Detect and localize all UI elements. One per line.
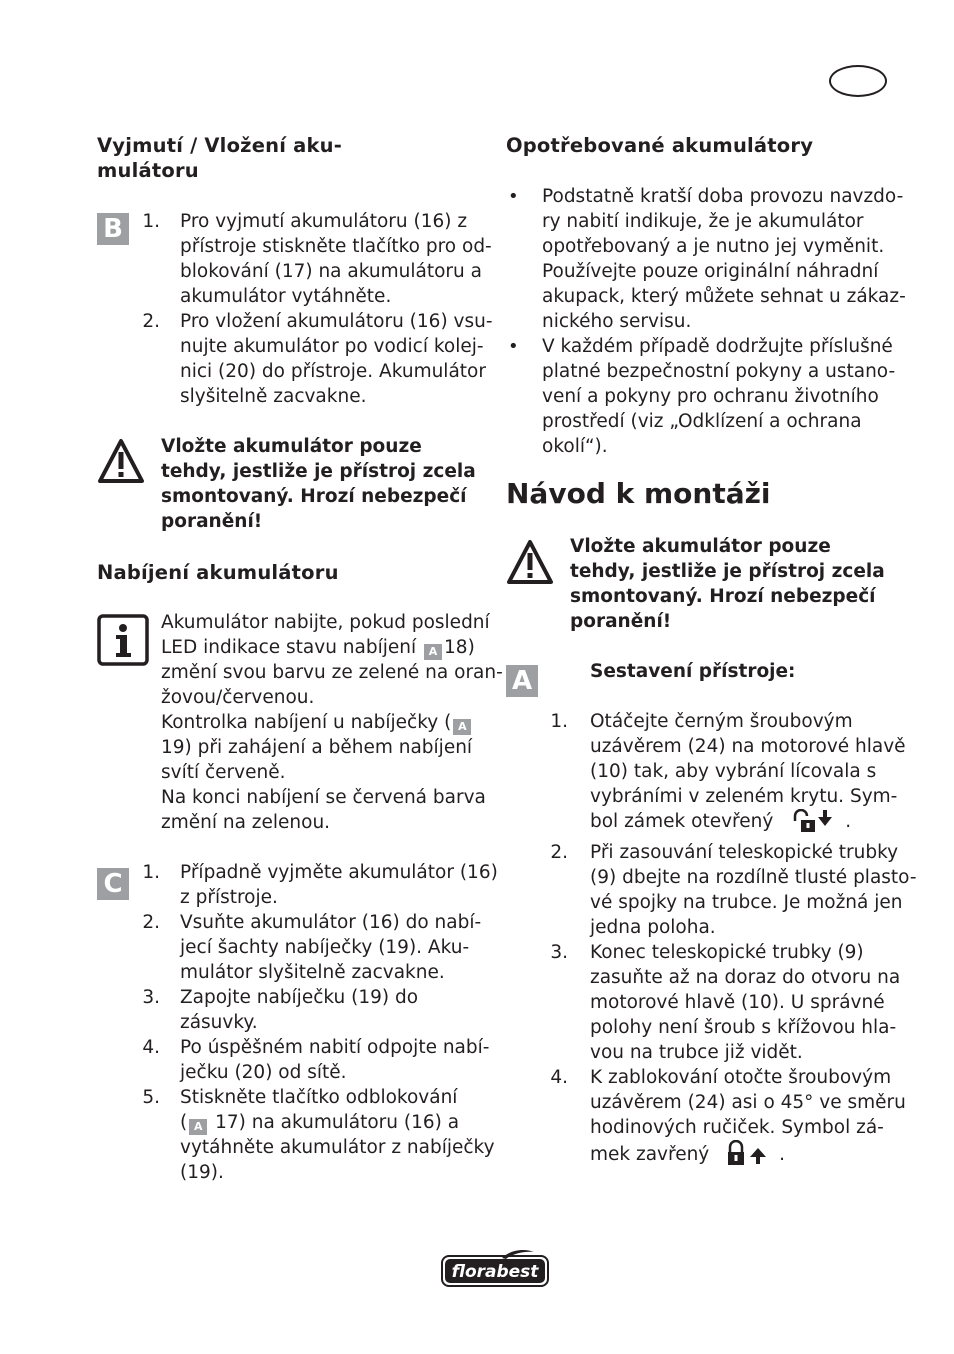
info-icon [97,614,149,670]
step-text: Pro vyjmutí akumulátoru (16) z [180,211,468,232]
step-text: Vsuňte akumulátor (16) do nabí- [180,912,482,933]
warning-line: Vložte akumulátor pouze [570,536,831,557]
step-text: motorové hlavě (10). U správné [590,992,885,1013]
bullet-text: okolí“). [542,436,608,457]
info-line: svítí červeně. [161,762,286,783]
step-text: vou na trubce již vidět. [590,1042,803,1063]
bullet-dot: • [508,186,519,207]
step-text: Případně vyjměte akumulátor (16) [180,862,498,883]
bullet-text: Podstatně kratší doba provozu navzdo- [542,186,904,207]
bullet-text: opotřebovaný a je nutno jej vyměnit. [542,236,885,257]
step-text: nujte akumulátor po vodicí kolej- [180,336,484,357]
figure-ref-badge-b: B [97,213,129,245]
bullet-item [506,334,906,459]
warning-text-left [161,434,476,534]
section-title-worn: Opotřebované akumulátory [506,134,814,157]
bullet-dot: • [508,336,519,357]
info-text-part: 18) [444,637,475,658]
step-number: 3. [142,987,160,1008]
step-number: 4. [142,1037,160,1058]
step-number: 1. [142,211,160,232]
warning-triangle-icon [506,538,554,590]
step-text-part: mek zavřený [590,1144,710,1165]
step-item [548,1065,908,1173]
assembly-heading: Návod k montáži [506,477,771,510]
warning-line: poranění! [570,611,672,632]
warning-line: smontovaný. Hrozí nebezpečí [161,486,467,507]
bullet-text: prostředí (viz „Odklízení a ochrana [542,411,862,432]
lock-closed-arrow-up-icon [725,1140,771,1173]
step-text: K zablokování otočte šroubovým [590,1067,892,1088]
step-text: uzávěrem (24) na motorové hlavě [590,736,906,757]
step-item [548,709,908,840]
step-text: zásuvky. [180,1012,258,1033]
info-line: Akumulátor nabijte, pokud poslední [161,612,490,633]
bullet-text: ry nabití indikuje, že je akumulátor [542,211,864,232]
step-text: hodinových ručiček. Symbol zá- [590,1117,884,1138]
step-text: jedna poloha. [590,917,716,938]
step-number: 1. [142,862,160,883]
step-text: nici (20) do přístroje. Akumulátor [180,361,486,382]
step-number: 2. [142,311,160,332]
warning-line: poranění! [161,511,263,532]
step-text: Při zasouvání teleskopické trubky [590,842,899,863]
step-text: (19). [180,1162,224,1183]
section-title-remove-insert [97,133,342,183]
info-text-part: LED indikace stavu nabíjení [161,637,423,658]
step-item [548,940,908,1065]
step-item [140,1085,495,1185]
worn-bullets [506,184,906,459]
bullet-text: nického servisu. [542,311,692,332]
step-text: zasuňte až na doraz do otvoru na [590,967,901,988]
step-text: ječku (20) od sítě. [180,1062,347,1083]
step-text: jecí šachty nabíječky (19). Aku- [180,937,470,958]
step-text: vytáhněte akumulátor z nabíječky [180,1137,495,1158]
florabest-logo [440,1248,550,1288]
charge-steps [140,860,498,1185]
info-line [161,635,503,660]
info-text [161,610,503,835]
step-number: 4. [550,1067,568,1088]
step-text: blokování (17) na akumulátoru a [180,261,482,282]
step-item [140,860,498,910]
step-item [548,840,917,940]
step-text-part: ( [180,1112,188,1133]
step-text [180,1110,490,1135]
step-item [140,985,490,1035]
step-number: 2. [142,912,160,933]
step-text-part: 17) na akumulátoru (16) a [209,1112,460,1133]
info-line [161,710,503,735]
step-item [140,309,493,409]
step-number: 1. [550,711,568,732]
info-line: změní svou barvu ze zelené na oran- [161,662,503,683]
step-text: (9) dbejte na rozdílně tlusté plasto- [590,867,917,888]
step-text: slyšitelně zacvakne. [180,386,367,407]
warning-line: tehdy, jestliže je přístroj zcela [161,461,476,482]
step-text: vé spojky na trubce. Je možná jen [590,892,903,913]
bullet-text: platné bezpečnostní pokyny a ustano- [542,361,896,382]
assembly-steps [548,709,917,1173]
warning-line: Vložte akumulátor pouze [161,436,422,457]
figure-ref-mini-badge: A [424,644,442,660]
title-line: Vyjmutí / Vložení aku- [97,134,342,157]
step-text: (10) tak, aby vybrání lícovala s [590,761,877,782]
step-text: Po úspěšném nabití odpojte nabí- [180,1037,490,1058]
step-text: Otáčejte černým šroubovým [590,711,853,732]
step-item [140,209,490,309]
warning-line: smontovaný. Hrozí nebezpečí [570,586,876,607]
bullet-text: akupack, který můžete sehnat u zákaz- [542,286,906,307]
figure-ref-badge-c: C [97,868,129,900]
warning-line: tehdy, jestliže je přístroj zcela [570,561,885,582]
warning-triangle-icon [97,437,145,489]
step-text [590,1140,908,1173]
step-number: 2. [550,842,568,863]
assembly-subtitle: Sestavení přístroje: [590,661,796,682]
step-text: vybráními v zeleném krytu. Sym- [590,786,898,807]
info-line: Na konci nabíjení se červená barva [161,787,486,808]
step-text: Konec teleskopické trubky (9) [590,942,864,963]
figure-ref-mini-badge: A [453,719,471,735]
step-text: z přístroje. [180,887,278,908]
step-item [140,1035,490,1085]
info-text-part: Kontrolka nabíjení u nabíječky ( [161,712,452,733]
step-text: uzávěrem (24) asi o 45° ve směru [590,1092,906,1113]
bullet-item [506,184,906,334]
step-number: 5. [142,1087,160,1108]
language-tab-oval [829,65,887,97]
info-line: 19) při zahájení a během nabíjení [161,737,473,758]
step-text-part: . [845,811,852,832]
logo-wordmark: florabest [451,1262,539,1282]
step-text: Pro vložení akumulátoru (16) vsu- [180,311,493,332]
step-text: mulátor slyšitelně zacvakne. [180,962,445,983]
step-text [590,809,908,840]
step-text: Stiskněte tlačítko odblokování [180,1087,458,1108]
step-text: Zapojte nabíječku (19) do [180,987,419,1008]
step-item [140,910,490,985]
step-text: akumulátor vytáhněte. [180,286,392,307]
bullet-text: vení a pokyny pro ochranu životního [542,386,879,407]
info-line: žovou/červenou. [161,687,315,708]
step-text: polohy není šroub s křížovou hla- [590,1017,897,1038]
title-line: mulátoru [97,159,199,182]
figure-ref-mini-badge: A [189,1119,207,1135]
remove-insert-steps [140,209,493,409]
step-text-part: bol zámek otevřený [590,811,774,832]
step-number: 3. [550,942,568,963]
step-text-part: . [779,1144,786,1165]
section-title-charging: Nabíjení akumulátoru [97,561,339,584]
warning-text-right [570,534,885,634]
figure-ref-badge-a: A [506,665,538,697]
step-text: přístroje stiskněte tlačítko pro od- [180,236,492,257]
info-line: změní na zelenou. [161,812,331,833]
bullet-text: V každém případě dodržujte příslušné [542,336,893,357]
bullet-text: Používejte pouze originální náhradní [542,261,879,282]
lock-open-arrow-down-icon [791,809,843,840]
